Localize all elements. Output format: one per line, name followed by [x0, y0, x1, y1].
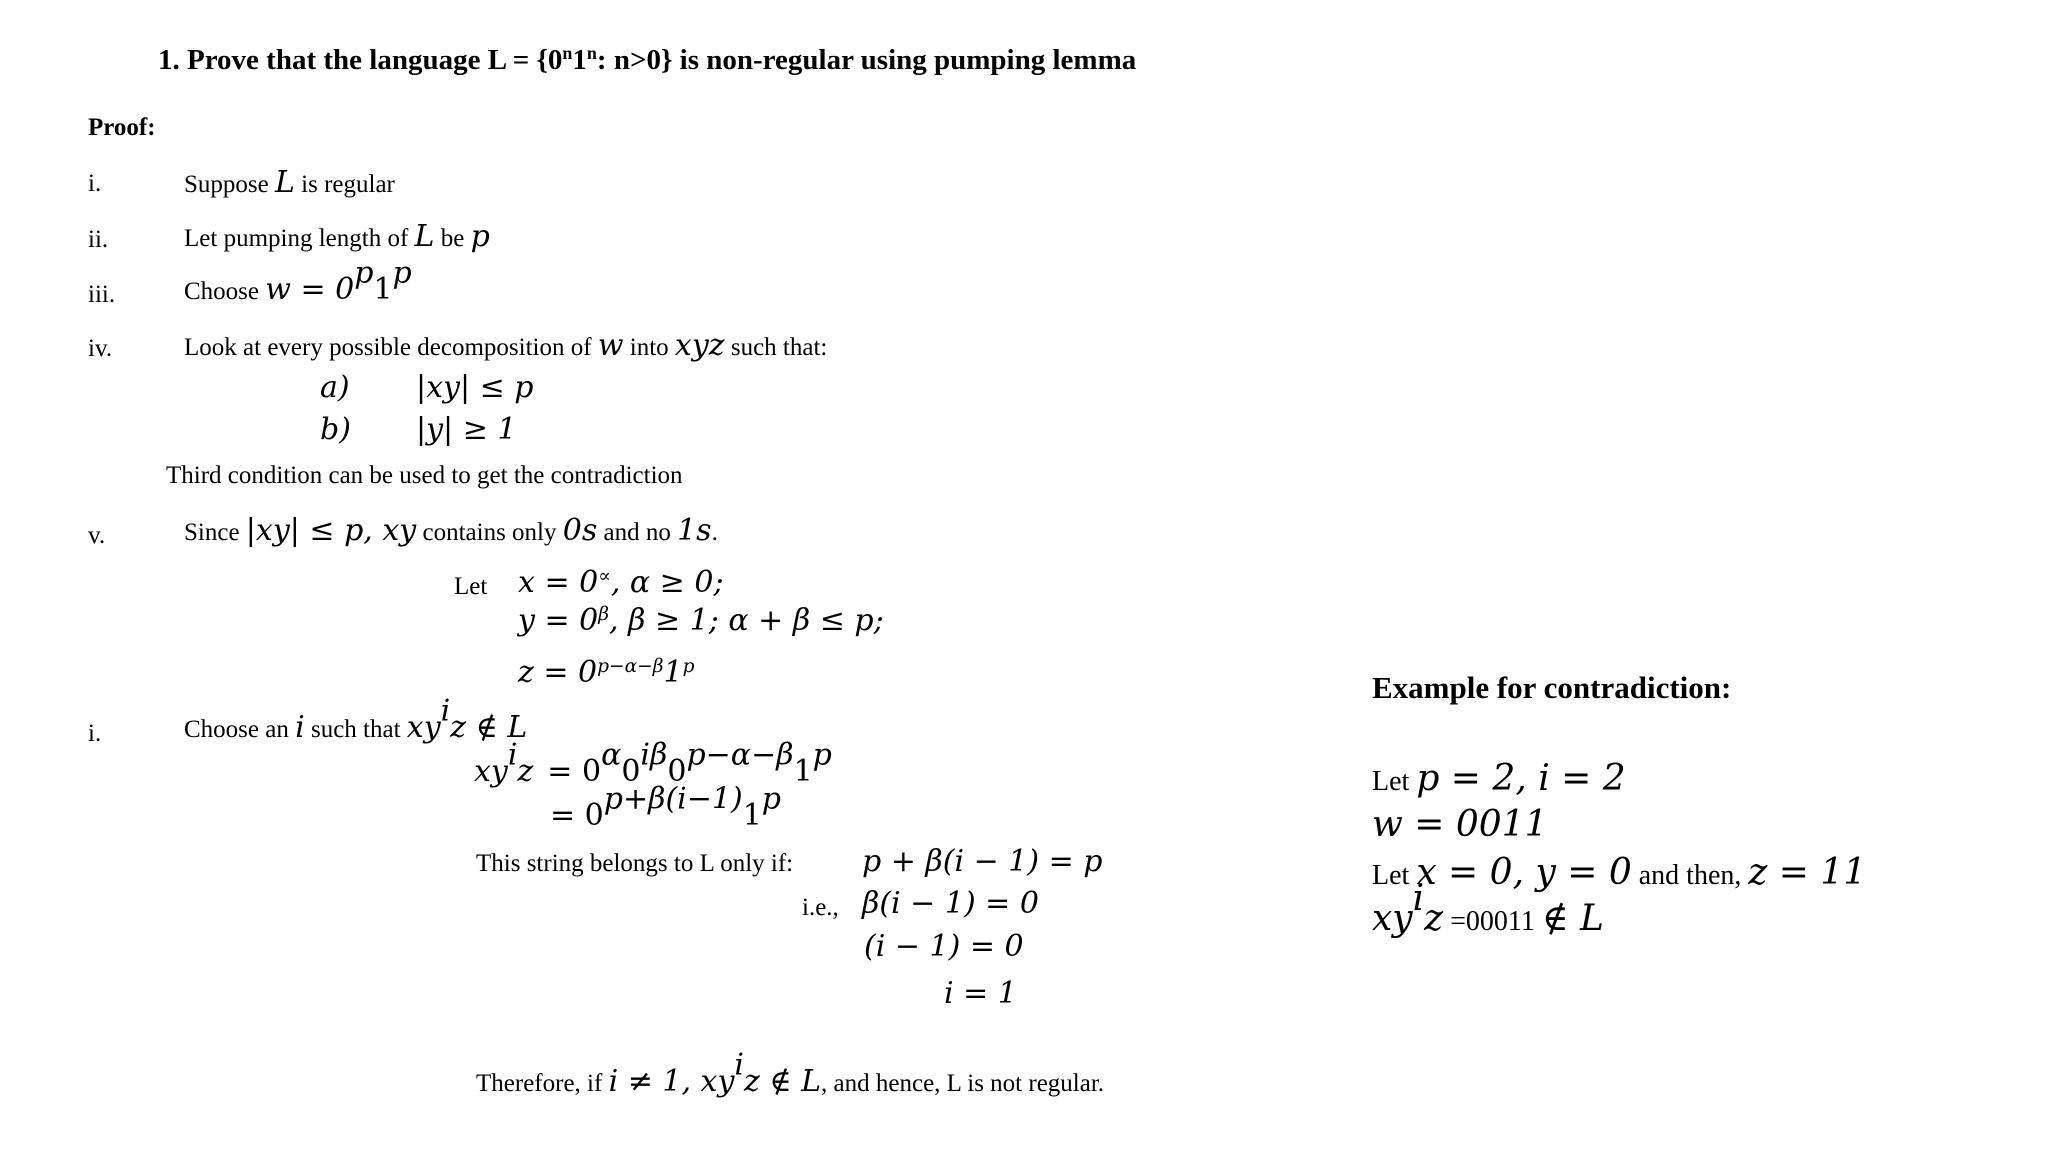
example-line-1: Let p = 2, i = 2: [1372, 758, 1626, 799]
belongs-equation-3: (i − 1) = 0: [864, 929, 1024, 964]
third-condition-note: Third condition can be used to get the contradiction: [166, 462, 683, 489]
example-line-2: w = 0011: [1372, 804, 1548, 845]
step-pumping-length: Let pumping length of L be p: [184, 219, 490, 254]
derivation-line-1: $xy^iz = 0^\alpha 0^{i\beta}0^{p-\alpha-\beta}1^p$: [474, 737, 832, 789]
belongs-equation-1: p + β(i − 1) = p: [862, 844, 1103, 879]
step-choose-w: Choose $w = 0^p1^p$: [184, 255, 412, 307]
example-line-4: $xy^iz =00011$ ∉ L: [1372, 878, 1604, 939]
step-decomposition: Look at every possible decomposition of w into xyz such that:: [184, 328, 828, 363]
belongs-condition-text: This string belongs to L only if:: [476, 850, 794, 877]
condition-a-expr: |xy| ≤ p: [416, 370, 534, 405]
conclusion: Therefore, if i ≠ 1, $xy^iz$ ∉ L, and hence, L is not regular.: [476, 1047, 1105, 1099]
let-y: $y = 0^\beta$, β ≥ 1; α + β ≤ p;: [518, 603, 884, 638]
step-number: iv.: [88, 335, 113, 362]
ie-label: i.e.,: [802, 894, 839, 921]
proof-label: Proof:: [88, 114, 156, 141]
let-x: x = 0∝, α ≥ 0;: [518, 565, 724, 600]
belongs-equation-2: β(i − 1) = 0: [862, 886, 1039, 921]
step-number: v.: [88, 522, 106, 549]
step-suppose: Suppose L is regular: [184, 165, 395, 200]
step-number: i.: [88, 720, 102, 747]
let-z: $z = 0^{p-\alpha-\beta}1^p$: [518, 655, 695, 690]
page-title: 1. Prove that the language $L = \{0^n1^n$: n>0} is non-regular using pumping lemma: [158, 43, 1137, 76]
step-choose-i: Choose an i such that $xy^iz$ ∉ L: [184, 693, 528, 745]
step-number: i.: [88, 170, 102, 197]
step-since: Since |xy| ≤ p, xy contains only 0s and no 1s.: [184, 513, 718, 548]
step-number: ii.: [88, 226, 109, 253]
belongs-equation-4: i = 1: [944, 976, 1017, 1011]
condition-b-expr: |y| ≥ 1: [416, 412, 517, 447]
example-heading: Example for contradiction:: [1372, 670, 1732, 705]
derivation-line-2: = $0^{p+\beta(i-1)}1^p$: [550, 781, 781, 833]
let-label: Let: [454, 573, 488, 600]
example-line-3: Let x = 0, y = 0 and then, z = 11: [1372, 852, 1867, 893]
condition-a-label: a): [320, 370, 350, 405]
condition-b-label: b): [320, 412, 351, 447]
step-number: iii.: [88, 281, 116, 308]
